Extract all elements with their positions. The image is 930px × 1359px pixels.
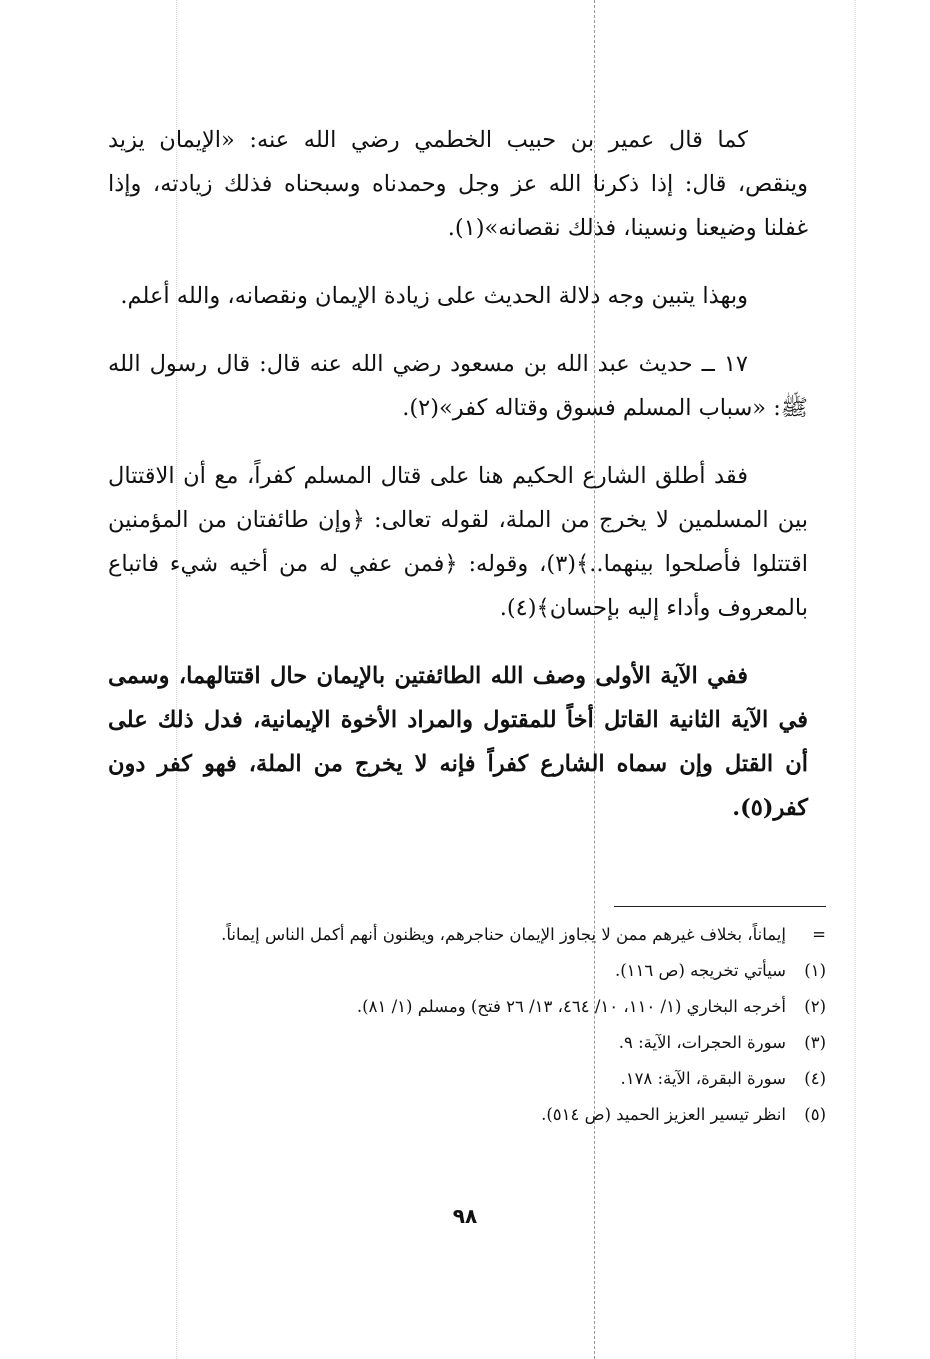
footnote-1: [108, 956, 826, 986]
footnote-text: سورة البقرة، الآية: ١٧٨.: [620, 1069, 786, 1088]
footnote-number: (١): [804, 961, 826, 980]
footnote-3: [108, 1028, 826, 1058]
paragraph-1: كما قال عمير بن حبيب الخطمي رضي الله عنه: «الإيمان يزيد وينقص، قال: إذا ذكرنا الله عز وجل وحمدناه وسبحناه فذلك زيادته، وإذا غفلنا وضيعنا ونسينا، فذلك نقصانه»(١).: [108, 127, 808, 241]
footnote-number: =: [812, 925, 826, 944]
scan-fold-line-right: [855, 0, 856, 1359]
footnote-text: انظر تيسير العزيز الحميد (ص ٥١٤).: [541, 1105, 786, 1124]
paragraph-5: ففي الآية الأولى وصف الله الطائفتين بالإيمان حال اقتتالهما، وسمى في الآية الثانية القاتل أخاً للمقتول والمراد الأخوة الإيمانية، فدل ذلك على أن القتل وإن سماه الشارع كفراً فإنه لا يخرج من الملة، فهو كفر دون كفر(٥).: [108, 663, 808, 821]
footnote-continuation: [108, 920, 826, 950]
footnote-2: [108, 992, 826, 1022]
footnotes: [108, 920, 826, 1136]
footnote-text: إيماناً، بخلاف غيرهم ممن لا يجاوز الإيمان حناجرهم، ويظنون أنهم أكمل الناس إيماناً.: [221, 925, 786, 944]
footnote-5: [108, 1100, 826, 1130]
footnote-text: سورة الحجرات، الآية: ٩.: [618, 1033, 786, 1052]
footnote-text: سيأتي تخريجه (ص ١١٦).: [614, 961, 786, 980]
footnote-4: [108, 1064, 826, 1094]
paragraph-4: فقد أطلق الشارع الحكيم هنا على قتال المسلم كفراً، مع أن الاقتتال بين المسلمين لا يخرج من الملة، لقوله تعالى: ﴿وإن طائفتان من المؤمنين اقتتلوا فأصلحوا بينهما..﴾(٣)، وقوله: ﴿فمن عفي له من أخيه شيء فاتباع بالمعروف وأداء إليه بإحسان﴾(٤).: [108, 463, 808, 621]
hadith-17-heading: ١٧ ــ حديث عبد الله بن مسعود رضي الله عنه قال: قال رسول الله ﷺ: «سباب المسلم فسوق وقتاله كفر»(٢).: [108, 351, 808, 421]
footnote-text: أخرجه البخاري (١/ ١١٠، ١٠/ ٤٦٤، ١٣/ ٢٦ فتح) ومسلم (١/ ٨١).: [356, 997, 786, 1016]
footnote-separator: [614, 906, 826, 907]
footnote-number: (٣): [804, 1033, 826, 1052]
footnote-number: (٤): [804, 1069, 826, 1088]
page-number: ٩٨: [452, 1204, 478, 1228]
main-text: [108, 118, 808, 854]
footnote-number: (٢): [804, 997, 826, 1016]
paragraph-2: وبهذا يتبين وجه دلالة الحديث على زيادة الإيمان ونقصانه، والله أعلم.: [120, 283, 748, 309]
footnote-number: (٥): [804, 1105, 826, 1124]
